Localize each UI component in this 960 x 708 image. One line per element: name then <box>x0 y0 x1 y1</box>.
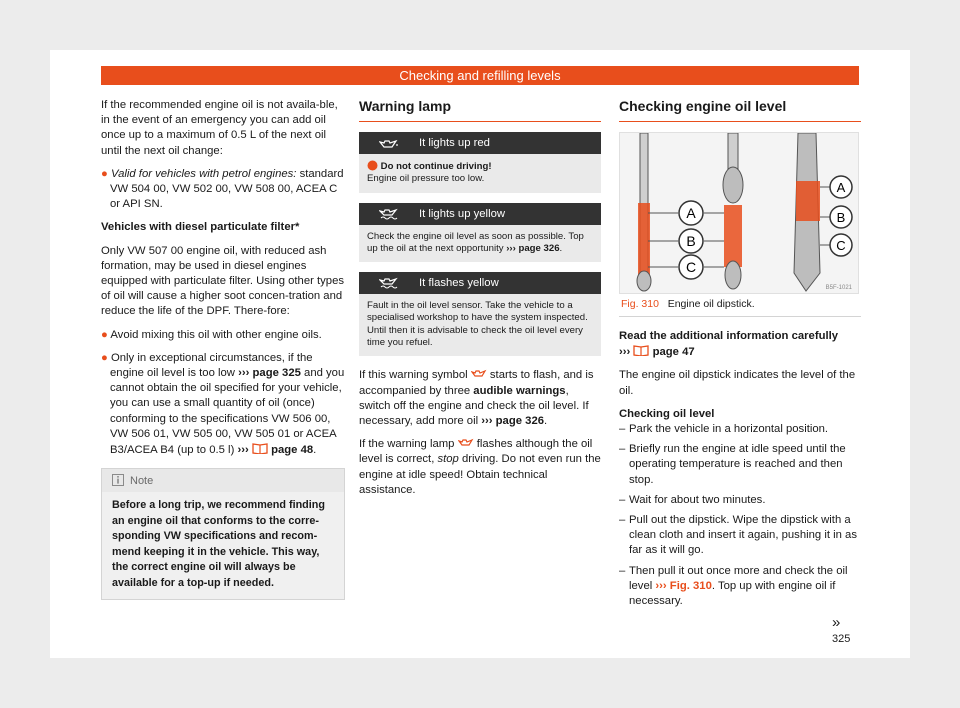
fig-label-c: C <box>836 238 846 253</box>
oil-can-icon <box>458 438 474 448</box>
fig-label-b: B <box>686 233 696 249</box>
page-link[interactable]: ››› page 325 <box>238 367 301 380</box>
column-right <box>619 98 861 609</box>
page-link[interactable]: ››› page 326 <box>506 242 560 254</box>
column-middle <box>359 98 601 498</box>
figure-link[interactable]: ››› Fig. 310 <box>655 579 712 592</box>
oil-can-icon <box>379 138 399 149</box>
note-box <box>101 468 345 600</box>
step-item: – Briefly run the engine at idle speed until the operating temperature is reached and then stop. <box>619 443 846 486</box>
step-item: – Park the vehicle in a horizontal position. <box>619 423 829 436</box>
continue-marker: » <box>832 614 841 631</box>
subheading-diesel: Vehicles with diesel particulate filter* <box>101 221 300 234</box>
step-item: – Pull out the dipstick. Wipe the dipstick with a clean cloth and insert it again, pushing it in as far as it will go. <box>619 514 857 557</box>
page-link[interactable]: page 47 <box>652 346 695 359</box>
lamp-header: It lights up red <box>359 132 601 154</box>
fig-label-a: A <box>686 205 696 221</box>
dipstick-illustration <box>620 133 858 293</box>
paragraph: The engine oil dipstick indicates the level of the oil. <box>619 369 856 397</box>
paragraph: If this warning symbol starts to flash, and is accompanied by three audible warnings, switch off the engine and check the oil level. If necessary, add more oil ››› page 326. <box>359 369 594 427</box>
step-item: – Wait for about two minutes. <box>619 493 766 506</box>
fig-label-c: C <box>685 259 697 275</box>
note-header: Note <box>102 469 344 492</box>
lamp-flashing <box>359 272 601 356</box>
section-header-bar: Checking and refilling levels <box>101 66 859 85</box>
page-link[interactable]: page 48 <box>271 444 314 457</box>
bullet-petrol: ● Valid for vehicles with petrol engines: standard VW 504 00, VW 502 00, VW 508 00, ACEA C or API SN. <box>101 167 344 211</box>
oil-level-icon <box>379 277 399 289</box>
page-link[interactable]: ››› page 326 <box>481 414 545 427</box>
oil-can-icon <box>471 369 487 379</box>
dipstick-figure <box>619 132 859 294</box>
book-icon <box>252 442 268 454</box>
section-title-warning-lamp: Warning lamp <box>359 98 601 122</box>
fig-label-b: B <box>836 210 846 225</box>
lamp-yellow <box>359 203 601 263</box>
figure-caption: Fig. 310 Engine oil dipstick. <box>619 294 861 317</box>
lamp-description: Check the engine oil level as soon as possible. Top up the oil at the next opportunity ››› page 326. <box>359 225 601 263</box>
bullet-avoid-mixing: ● Avoid mixing this oil with other engine oils. <box>101 328 322 341</box>
note-text: Before a long trip, we recommend finding an engine oil that conforms to the corre-sponding VW specifications and recom-mend keeping it in the vehicle. This way, the correct engine oil will always be available for a top-up if needed. <box>102 492 344 599</box>
step-item: – Then pull it out once more and check the oil level ››› Fig. 310. Top up with engine oil if necessary. <box>619 564 848 608</box>
paragraph: Only VW 507 00 engine oil, with reduced ash formation, may be used in diesel engines equipped with particulate filter. Using other types of oil will cause a higher soot concen-tration and reduce the life of the DPF. There-fore: <box>101 244 345 318</box>
bullet-exceptional: ● Only in exceptional circumstances, if the engine oil level is too low ››› page 325 and you cannot obtain the oil specified for your vehicle, you can use a small quantity of oil (once) conforming to the specifications VW 506 00, VW 506 01, VW 505 00, VW 505 01 or ACEA B3/ACEA B4 (up to 0.5 l) ››› page 48. <box>101 351 345 457</box>
book-icon <box>633 344 649 356</box>
figure-code: B5F-1021 <box>825 285 852 291</box>
read-info-line: Read the additional information carefully ››› page 47 <box>619 330 839 359</box>
section-title-oil-level: Checking engine oil level <box>619 98 861 122</box>
oil-can-icon <box>367 160 378 171</box>
paragraph: If the warning lamp flashes although the oil level is correct, stop driving. Do not even run the engine at idle speed! Obtain technical assistance. <box>359 438 601 496</box>
info-icon <box>112 474 124 486</box>
column-left <box>101 98 345 600</box>
lamp-description: Do not continue driving! Engine oil pressure too low. <box>359 154 601 193</box>
fig-label-a: A <box>836 180 846 195</box>
lamp-header: It flashes yellow <box>359 272 601 294</box>
paragraph: If the recommended engine oil is not availa-ble, in the event of an emergency you can add oil once up to a maximum of 0.5 L of the next oil until the next oil change: <box>101 99 338 157</box>
page-number: 325 <box>832 633 851 645</box>
subheading-checking: Checking oil level <box>619 407 715 420</box>
lamp-description: Fault in the oil level sensor. Take the vehicle to a specialised workshop to have the system inspected. Until then it is advisable to check the oil level every time you refuel. <box>359 294 601 356</box>
lamp-red <box>359 132 601 193</box>
oil-level-icon <box>379 208 399 220</box>
lamp-header: It lights up yellow <box>359 203 601 225</box>
